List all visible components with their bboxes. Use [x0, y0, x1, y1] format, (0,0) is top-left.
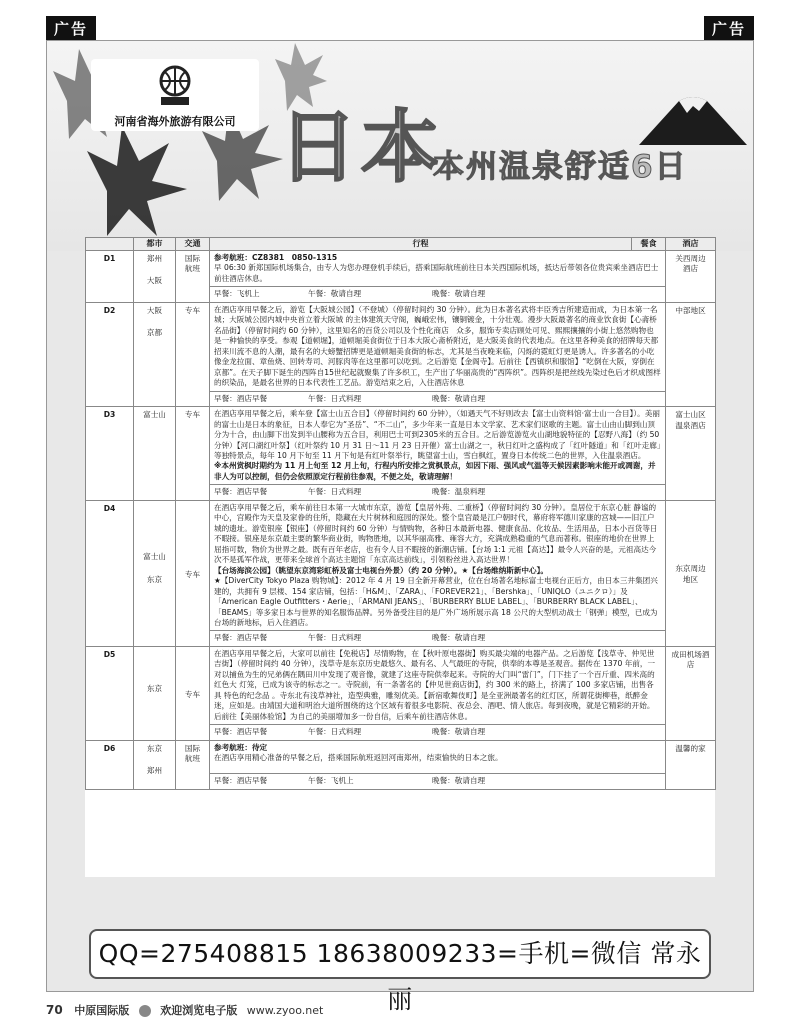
table-row: [86, 646, 716, 724]
day-label: D3: [86, 407, 134, 501]
page-footer: [46, 1002, 754, 1018]
page-subtitle: 本州温泉舒适6日: [433, 149, 688, 185]
transport-cell: 专车: [176, 407, 210, 501]
hotel-cell: 关西周边 酒店: [666, 251, 716, 303]
col-header-city: 都市: [134, 238, 176, 251]
day-label: D4: [86, 500, 134, 646]
col-header-transport: 交通: [176, 238, 210, 251]
itinerary-table: [85, 237, 716, 790]
contact-banner: QQ=275408815 18638009233=手机=微信 常永丽: [89, 929, 711, 979]
table-row: [86, 407, 716, 485]
meals-cell: 早餐：飞机上 午餐：敬请自理 晚餐：敬请自理: [210, 287, 666, 302]
meals-cell: 早餐：酒店早餐 午餐：飞机上 晚餐：敬请自理: [210, 774, 666, 789]
table-row: [86, 500, 716, 631]
table-row: [86, 251, 716, 287]
day-label: D6: [86, 740, 134, 789]
itinerary-cell: 参考航班：待定 在酒店享用精心准备的早餐之后，搭乘国际航班返回河南郑州，结束愉快的日本之旅。: [210, 740, 666, 773]
city-cell: 郑州 大阪: [134, 251, 176, 303]
day-label: D5: [86, 646, 134, 740]
meals-cell: 早餐：酒店早餐 午餐：日式料理 晚餐：敬请自理: [210, 725, 666, 740]
page-number: 70: [46, 1003, 63, 1017]
company-name: 河南省海外旅游有限公司: [114, 115, 236, 128]
page-title: 日本: [279, 102, 444, 193]
itinerary-cell: 在酒店享用早餐之后，乘车前往日本第一大城市东京，游览【皇居外苑、二重桥】（停留时间约 30 分钟）。皇居位于东京心脏 静谧的中心，宫殿作为天皇及家眷的住所，隐藏在大片树林和庭园的深处。整个皇宫最是江户朝时代，幕府将军德川家康的宫城——旧江户城的遗址。游览银座【银座】（停留时间约 60 分钟）与情购物，各种日本最新电器、健康食品、化妆品、生活用品，日本小百货等日不暇接。银座是东京最主要的繁华商业街，购物胜地，以其华丽高雅、雍容大方，充满成熟稳重的气息而著称。银座的地价在世界上屈指可数，物价为世界之最。既有百年老店，也有令人目不暇接的新潮店铺。【台场 1:1 元祖【高达】】最令人兴奋的是，元祖高达今次不是孤军作战，更带来全球首个高达主题馆「东京高达前线」，引领粉丝进入高达世界！ 【台场海滨公园】（眺望东京湾彩虹桥及富士电视台外景）（约 20 分钟）。★【台场维纳斯新中心】。 ★【DiverCity Tokyo Plaza 购物城】：2012 年 4 月 19 日全新开幕营业，位在台场著名地标富士电视台正后方，由日本三井集团兴建的，共拥有 9 层楼、154 家店铺，包括：「H&M」、「ZARA」、「FOREVER21」、「Bershka」、「UNIQLO（ユニクロ）」及「American Eagle Outfitters・Aerie」、「ARMANI JEANS」、「BURBERRY BLUE LABEL」、「BURBERRY BLACK LABEL」、「BEAMS」等多家日本与世界的知名服饰品牌。另外备受注目的是广外广场所展示高 18 公尺的大型机动战士「钢弹」模型，已成为台场的新地标，后入住酒店。: [210, 500, 666, 631]
city-cell: 大阪 京都: [134, 302, 176, 406]
transport-cell: 专车: [176, 500, 210, 646]
ad-label-left: 广告: [46, 16, 96, 41]
itinerary-sheet: [85, 237, 715, 877]
col-header-hotel: 酒店: [666, 238, 716, 251]
city-cell: 富士山: [134, 407, 176, 501]
city-cell: 东京: [134, 646, 176, 740]
day-label: D2: [86, 302, 134, 406]
col-header-day: [86, 238, 134, 251]
col-header-itinerary: 行程: [210, 238, 632, 251]
hotel-cell: 东京周边 地区: [666, 500, 716, 646]
day-label: D1: [86, 251, 134, 303]
mount-fuji-illustration: [639, 93, 747, 145]
table-row: [86, 302, 716, 391]
transport-cell: 国际 航班: [176, 251, 210, 303]
ad-label-right: 广告: [704, 16, 754, 41]
city-cell: 富士山 东京: [134, 500, 176, 646]
hotel-cell: 富士山区 温泉酒店: [666, 407, 716, 501]
itinerary-cell: 在酒店享用早餐之后，游览【大阪城公园】（不登城）（停留时间约 30 分钟）。此为日本著名武将丰臣秀吉所建造而成，为日本第一名城；大阪城公园内城中央首立着大阪城 的主体建筑天守阁，巍峨宏伟，镶铜镀金，十分壮观。漫步大阪最著名的商业饮食街【心斋桥名品街】（停留时间约 60 分钟），这里知名的百货公司以及个性化商店 众多，服饰专卖店顾处可见、熙熙攘攘的小街上悠然购物也是一种愉快的享受。参观【道顿堀】，道顿堀美食街位于日本大阪心斋桥附近，是大阪美食的代表地点。在这里各种美食的招牌每天都招来川流不息的人潮，最有名的大螃蟹招牌更是道顿堀美食街的标志，尤其是当夜晚来临，闪烁的霓虹灯更是诱人。许多著名的小吃像金龙拉面、章鱼烧、回转寿司、河豚肉等在这里都可以吃到。之后游览【金阁寺】。后前往【西镇织和服馆】“吃倒在大阪，穿倒在京都”。在天子脚下诞生的西阵自15世纪起就聚集了许多织工，生产出了华丽高贵的“西阵织”。西阵织是把丝线先染过色后才织成图样的织染品，是最名世界的日本代表性工艺品。游览结束之后，入住酒店休息: [210, 302, 666, 391]
transport-cell: 专车: [176, 302, 210, 406]
transport-cell: 专车: [176, 646, 210, 740]
col-header-meals: 餐食: [632, 238, 666, 251]
footer-url[interactable]: www.zyoo.net: [246, 1004, 324, 1017]
footer-slogan: 欢迎浏览电子版: [160, 1004, 238, 1017]
footer-logo-icon: [139, 1005, 151, 1017]
meals-cell: 早餐：酒店早餐 午餐：日式料理 晚餐：温泉料理: [210, 485, 666, 500]
hero-banner: [47, 41, 753, 251]
transport-cell: 国际 航班: [176, 740, 210, 789]
hotel-cell: 温馨的家: [666, 740, 716, 789]
table-row: [86, 740, 716, 773]
itinerary-cell: 在酒店享用早餐之后，乘车登【富士山五合目】（停留时间约 60 分钟），（如遇天气不好则改去【富士山资料馆·富士山一合目】）。美丽的富士山是日本的象征，日本人奉它为“圣岳”、“不二山”，多少年来一直是日本文学家、艺术家们讴歌的主题。富士山由山脚到山顶分为十合，由山脚下出发到半山腰称为五合目，利用巴士可到2305米的五合目。之后游览游览火山湖地貌特征的【忍野八海】（约 50 分钟）【河口湖红叶祭】（红叶祭约 10 月 31 日～11 月 23 日开催）富士山湖之一，秋日红叶之盛构成了「红叶隧道」和「红叶走廊」等独特景点，每年 10 月下旬至 11 月下旬是有红叶祭举行，眺望富士山，雪白枫红，置身日本传统二色的世界，入住温泉酒店。 ※本州赏枫时期约为 11 月上旬至 12 月上旬，行程内所安排之赏枫景点，如因下雨、强风或气温等天候因素影响未能开或凋谢，并非人为可以控制，但仍会依照原定行程前往参观，不便之处，敬请理解！: [210, 407, 666, 485]
meals-cell: 早餐：酒店早餐 午餐：日式料理 晚餐：敬请自理: [210, 391, 666, 406]
itinerary-cell: 在酒店享用早餐之后，大家可以前往【免税店】尽情购物，在【秋叶原电器街】购买最尖端的电器产品。之后游览【浅草寺、仲见世吉街】（停留时间约 40 分钟），浅草寺是东京历史最悠久、最有名、人气最旺的寺院，供奉的本尊是圣观音。据传在 1370 年前，一对以捕鱼为生的兄弟俩在隅田川中发现了观音像，就建了这座寺院供奉起来。寺院的大门叫“雷门”，门下挂了一个百斤重、四米高的红色大 灯笼，已成为该寺的标志之一。寺院前，有一条著名的【仲见世商店街】，约 300 米的路上，挤满了 100 多家店铺，出售各具 特色的纪念品 。寺东北有浅草神社，造型典雅，雕刻优美。【新宿歌舞伎町】是全亚洲最著名的红灯区，所谓花街柳巷，纸醉金迷，应如是。由靖国大道和明治大道所围绕的这个区域有着很多电影院、夜总会、酒吧、情人旅店。每到夜晚，就是它精彩的开始。后前往【美丽体验馆】为自己的美丽增加多一份自信，后乘车前往酒店休息。: [210, 646, 666, 724]
hotel-cell: 成田机场酒 店: [666, 646, 716, 740]
company-logo: [91, 59, 259, 131]
hotel-cell: 中部地区: [666, 302, 716, 406]
table-header-row: [86, 238, 716, 251]
city-cell: 东京 郑州: [134, 740, 176, 789]
meals-cell: 早餐：酒店早餐 午餐：日式料理 晚餐：敬请自理: [210, 631, 666, 646]
footer-brand: 中原国际版: [74, 1004, 130, 1017]
globe-emblem-icon: [155, 63, 195, 107]
itinerary-cell: 参考航班：CZ8381 0850-1315 早 06:30 新郑国际机场集合，由专人为您办理登机手续后，搭乘国际航班前往日本关西国际机场，抵达后带领各位贵宾乘坐酒店巴士前往酒店休息。: [210, 251, 666, 287]
